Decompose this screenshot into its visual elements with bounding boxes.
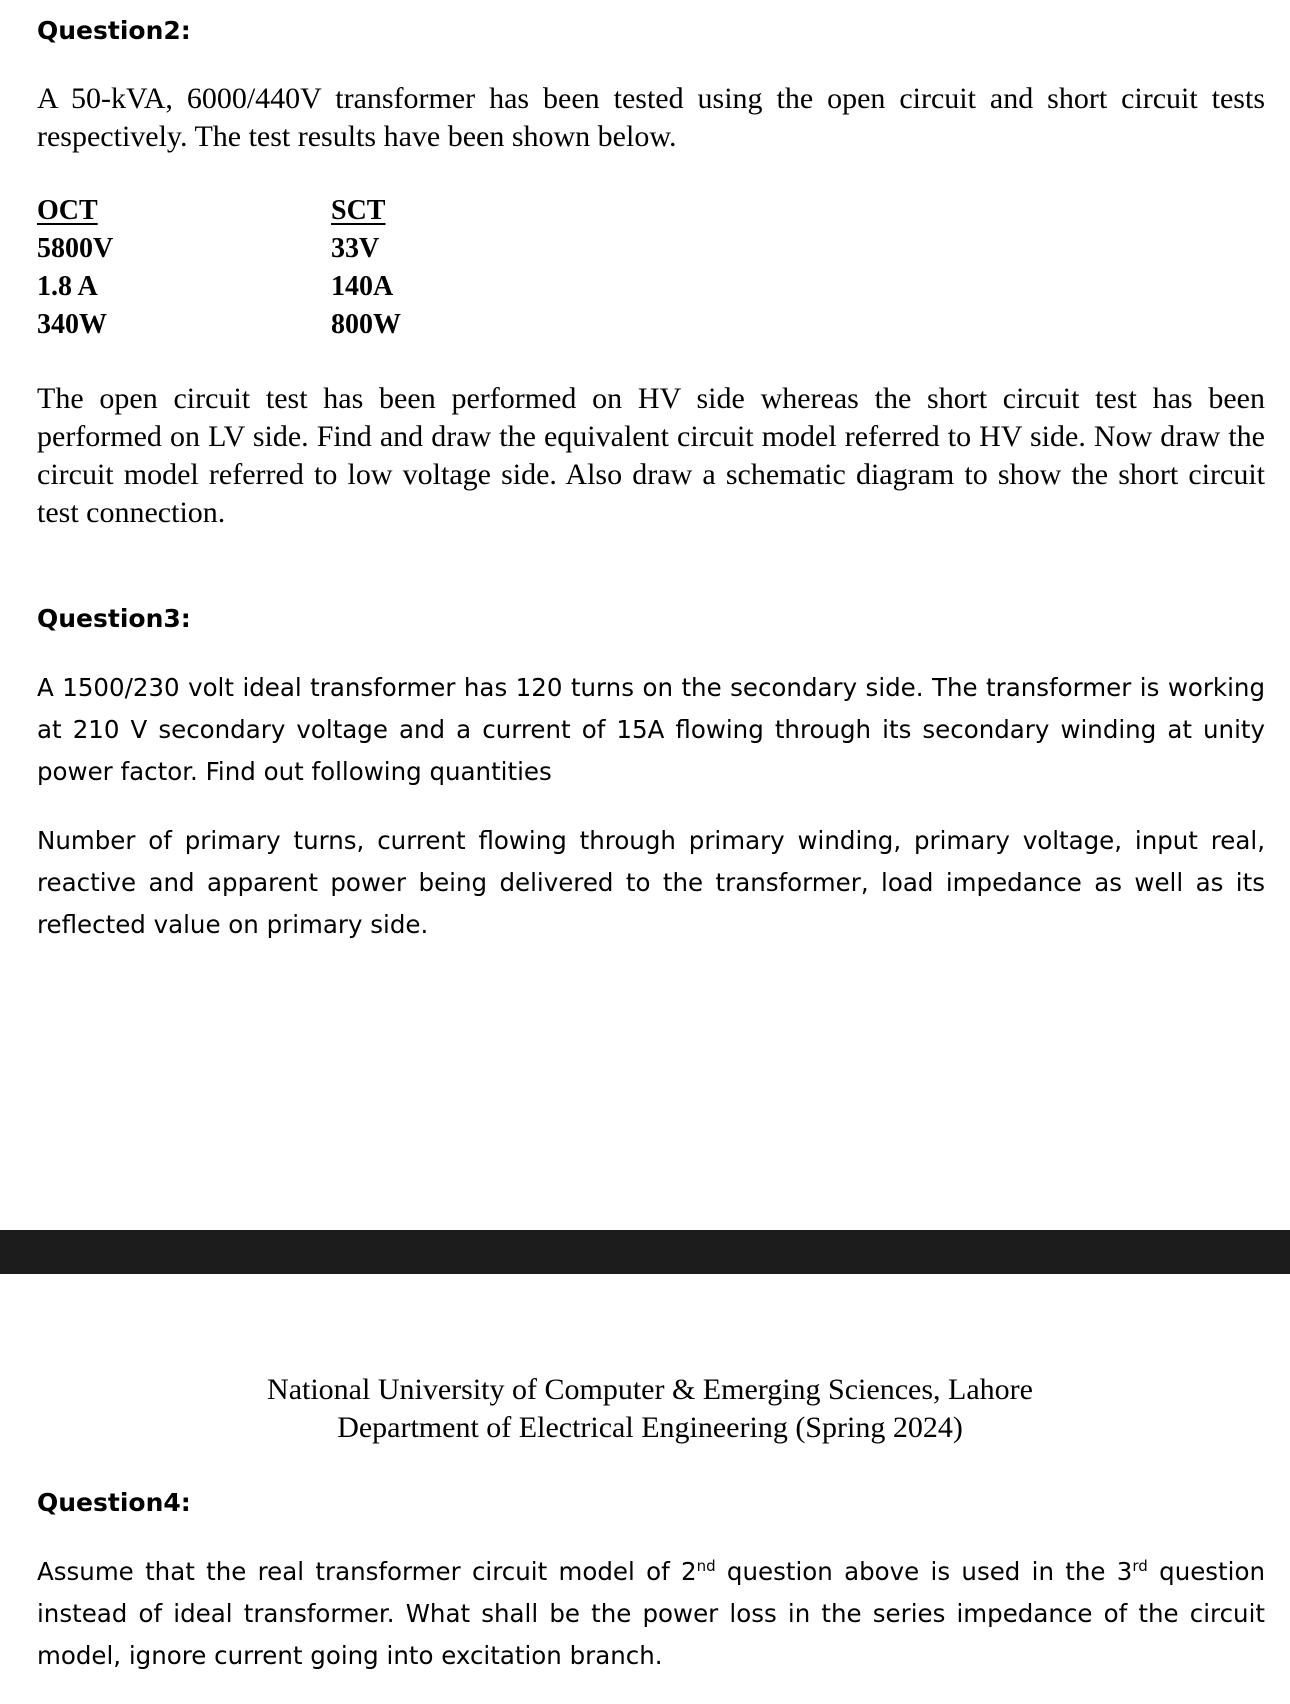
question4-text-part3: question instead of ideal transformer. What shall be the power loss in the series impedance of the circuit model, ignore current going into excitation branch. bbox=[37, 1557, 1265, 1670]
question4-heading: Question4: bbox=[37, 1488, 191, 1517]
oct-voltage: 5800V bbox=[37, 233, 114, 264]
sct-power: 800W bbox=[331, 309, 401, 340]
sct-current: 140A bbox=[331, 271, 394, 302]
question4-text-part2: question above is used in the 3 bbox=[715, 1557, 1133, 1586]
question2-heading: Question2: bbox=[37, 16, 191, 45]
page-separator-band bbox=[0, 1230, 1290, 1274]
question3-para2: Number of primary turns, current flowing through primary winding, primary voltage, input real, reactive and apparent power being delivered to the transformer, load impedance as well as its reflected value on primary side. bbox=[37, 826, 1265, 939]
oct-power: 340W bbox=[37, 309, 107, 340]
question4-sup-rd: rd bbox=[1132, 1556, 1148, 1575]
university-header bbox=[0, 1371, 1290, 1447]
sct-voltage: 33V bbox=[331, 233, 380, 264]
department-name: Department of Electrical Engineering (Spring 2024) bbox=[337, 1411, 963, 1444]
question4-text bbox=[37, 1551, 1265, 1677]
question2-body: The open circuit test has been performed on HV side whereas the short circuit test has been performed on LV side. Find and draw the equivalent circuit model referred to HV side. Now draw the circuit model referred to low voltage side. Also draw a schematic diagram to show the short circuit test connection. bbox=[37, 382, 1265, 529]
question3-para1: A 1500/230 volt ideal transformer has 120 turns on the secondary side. The transformer is working at 210 V secondary voltage and a current of 15A flowing through its secondary winding at unity power factor. Find out following quantities bbox=[37, 673, 1265, 786]
oct-results bbox=[37, 192, 113, 344]
oct-title: OCT bbox=[37, 195, 98, 226]
university-name: National University of Computer & Emerging Sciences, Lahore bbox=[267, 1373, 1033, 1406]
question2-intro: A 50-kVA, 6000/440V transformer has been tested using the open circuit and short circuit tests respectively. The test results have been shown below. bbox=[37, 82, 1265, 153]
oct-current: 1.8 A bbox=[37, 271, 98, 302]
question3-heading: Question3: bbox=[37, 604, 191, 633]
question4-sup-nd: nd bbox=[696, 1556, 716, 1575]
question4-text-part1: Assume that the real transformer circuit model of 2 bbox=[37, 1557, 697, 1586]
sct-results bbox=[331, 192, 401, 344]
sct-title: SCT bbox=[331, 195, 386, 226]
